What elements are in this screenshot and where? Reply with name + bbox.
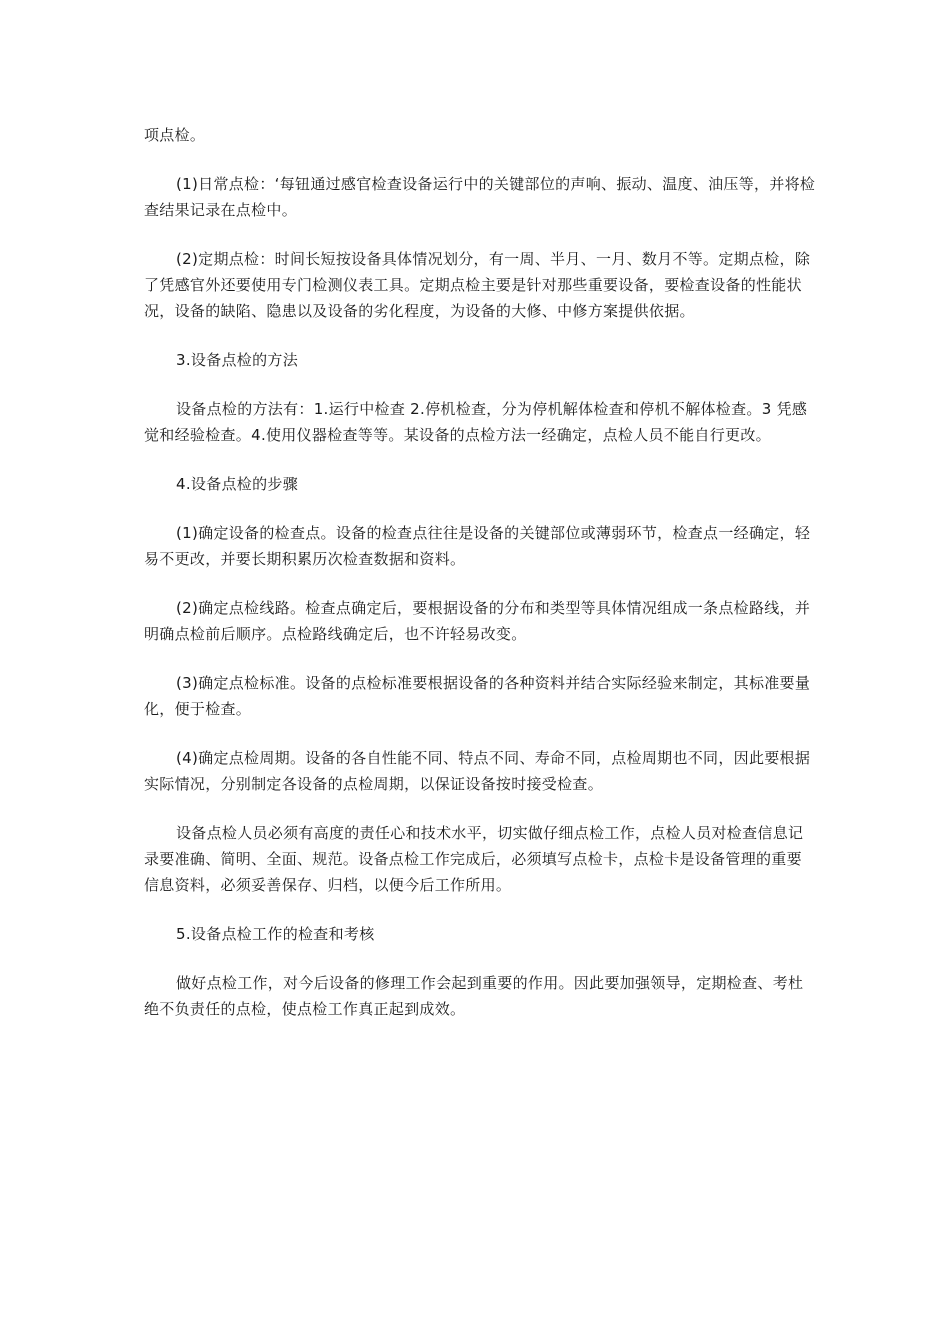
paragraph-step-check-points: (1)确定设备的检查点。设备的检查点往往是设备的关键部位或薄弱环节，检查点一经确定，轻易不更改，并要长期积累历次检查数据和资料。: [144, 524, 811, 568]
paragraph-continuation: 项点检。: [144, 126, 206, 144]
section-heading-assessment: 5.设备点检工作的检查和考核: [176, 925, 375, 943]
paragraph-step-standard: (3)确定点检标准。设备的点检标准要根据设备的各种资料并结合实际经验来制定，其标准要量化，便于检查。: [144, 674, 811, 718]
paragraph-assessment: 做好点检工作，对今后设备的修理工作会起到重要的作用。因此要加强领导，定期检查、考杜绝不负责任的点检，使点检工作真正起到成效。: [144, 974, 804, 1018]
paragraph-step-route: (2)确定点检线路。检查点确定后，要根据设备的分布和类型等具体情况组成一条点检路线，并明确点检前后顺序。点检路线确定后，也不许轻易改变。: [144, 599, 811, 643]
paragraph-step-cycle: (4)确定点检周期。设备的各自性能不同、特点不同、寿命不同，点检周期也不同，因此要根据实际情况，分别制定各设备的点检周期，以保证设备按时接受检查。: [144, 749, 811, 793]
paragraph-daily-inspection: (1)日常点检：‘每钮通过感官检查设备运行中的关键部位的声响、振动、温度、油压等，并将检查结果记录在点检中。: [144, 175, 816, 219]
document-body: [144, 122, 816, 1045]
paragraph-methods: 设备点检的方法有：1.运行中检查 2.停机检查，分为停机解体检查和停机不解体检查。3 凭感觉和经验检查。4.使用仪器检查等等。某设备的点检方法一经确定，点检人员不能自行更改。: [144, 400, 808, 444]
section-heading-steps: 4.设备点检的步骤: [176, 475, 299, 493]
section-heading-methods: 3.设备点检的方法: [176, 351, 299, 369]
paragraph-inspector-duty: 设备点检人员必须有高度的责任心和技术水平，切实做仔细点检工作，点检人员对检查信息记录要准确、简明、全面、规范。设备点检工作完成后，必须填写点检卡，点检卡是设备管理的重要信息资料，必须妥善保存、归档，以便今后工作所用。: [144, 824, 804, 894]
paragraph-periodic-inspection: (2)定期点检：时间长短按设备具体情况划分，有一周、半月、一月、数月不等。定期点检，除了凭感官外还要使用专门检测仪表工具。定期点检主要是针对那些重要设备，要检查设备的性能状况，设备的缺陷、隐患以及设备的劣化程度，为设备的大修、中修方案提供依据。: [144, 250, 811, 320]
